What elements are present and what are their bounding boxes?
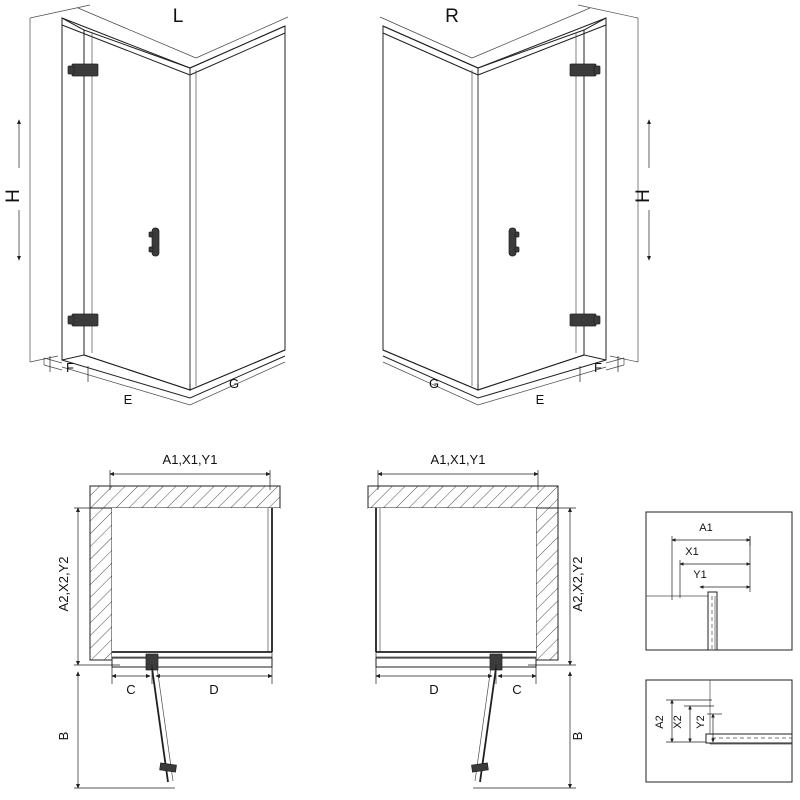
door-handle-plan [472, 763, 489, 772]
plan-right-top-dimension-label: A1,X1,Y1 [430, 452, 486, 467]
glass-panel-e [84, 30, 190, 390]
base-extension [44, 358, 62, 363]
glass-panel-e [478, 30, 584, 390]
door-handle-plan [160, 763, 177, 772]
base-back-edge [383, 350, 584, 390]
top-rail-guide [472, 8, 590, 58]
view-title-right: R [445, 6, 459, 27]
wall-top [90, 486, 280, 508]
plan-left-swing-dimension-label: B [56, 731, 71, 741]
detail-y1-label: Y1 [693, 569, 707, 581]
door-leaf-open [152, 667, 176, 782]
detail-a2-label: A2 [654, 715, 666, 729]
detail-a1-label: A1 [699, 522, 713, 534]
guide-line [578, 5, 638, 18]
detail-view-top [646, 512, 792, 650]
detail-bottom-frame [646, 680, 792, 782]
door-handle [509, 228, 519, 256]
wall-top [368, 486, 558, 508]
detail-x1-label: X1 [685, 546, 699, 558]
wall-right [536, 508, 558, 660]
dimension-h-label: H [3, 189, 24, 203]
base-lower-edge [62, 362, 285, 405]
plan-left-d-label: D [209, 682, 219, 697]
hinge-lower [570, 314, 600, 326]
label-panel-e: E [535, 392, 545, 407]
plan-view-right [368, 452, 585, 788]
plan-left-top-dimension-label: A1,X1,Y1 [162, 452, 218, 467]
hinge-upper [68, 64, 98, 76]
plan-right-c-label: C [512, 682, 522, 697]
plan-left-c-label: C [126, 682, 136, 697]
hinge-upper [570, 64, 600, 76]
front-profile-bar [376, 658, 536, 667]
top-rail [478, 18, 606, 68]
base-extension [606, 365, 624, 370]
label-panel-g: G [228, 376, 240, 391]
dimension-h-label: H [633, 189, 654, 203]
detail-top-frame [646, 512, 792, 650]
label-panel-g: G [428, 376, 440, 391]
plan-right-swing-dimension-label: B [570, 731, 585, 741]
base-extension [606, 358, 624, 363]
base-back-edge [84, 350, 285, 390]
front-profile-bar [112, 658, 272, 667]
label-panel-f: F [66, 360, 74, 375]
glass-panel-g [190, 26, 285, 390]
base-extension [44, 365, 62, 370]
door-handle [149, 228, 159, 256]
wall-left [90, 508, 112, 660]
glass-panel-g [383, 26, 478, 390]
detail-y2-label: Y2 [695, 715, 707, 729]
detail-wall-profile [706, 734, 792, 743]
label-panel-f: F [594, 360, 602, 375]
plan-view-left [56, 452, 280, 788]
detail-view-bottom [646, 680, 792, 782]
plan-left-side-dimension-label: A2,X2,Y2 [56, 556, 71, 612]
view-title-left: L [172, 6, 184, 27]
hinge-lower [68, 314, 98, 326]
enclosure-interior [368, 508, 536, 660]
elevation-view-left [3, 5, 288, 407]
door-leaf-open [472, 667, 496, 782]
base-lower-edge [383, 362, 606, 405]
label-panel-e: E [123, 392, 133, 407]
elevation-view-right [380, 5, 654, 407]
top-rail [62, 18, 190, 68]
detail-x2-label: X2 [672, 715, 684, 729]
plan-right-d-label: D [429, 682, 439, 697]
detail-wall-profile [708, 592, 717, 650]
enclosure-interior [112, 508, 280, 660]
plan-right-side-dimension-label: A2,X2,Y2 [570, 556, 585, 612]
guide-line [30, 5, 90, 18]
